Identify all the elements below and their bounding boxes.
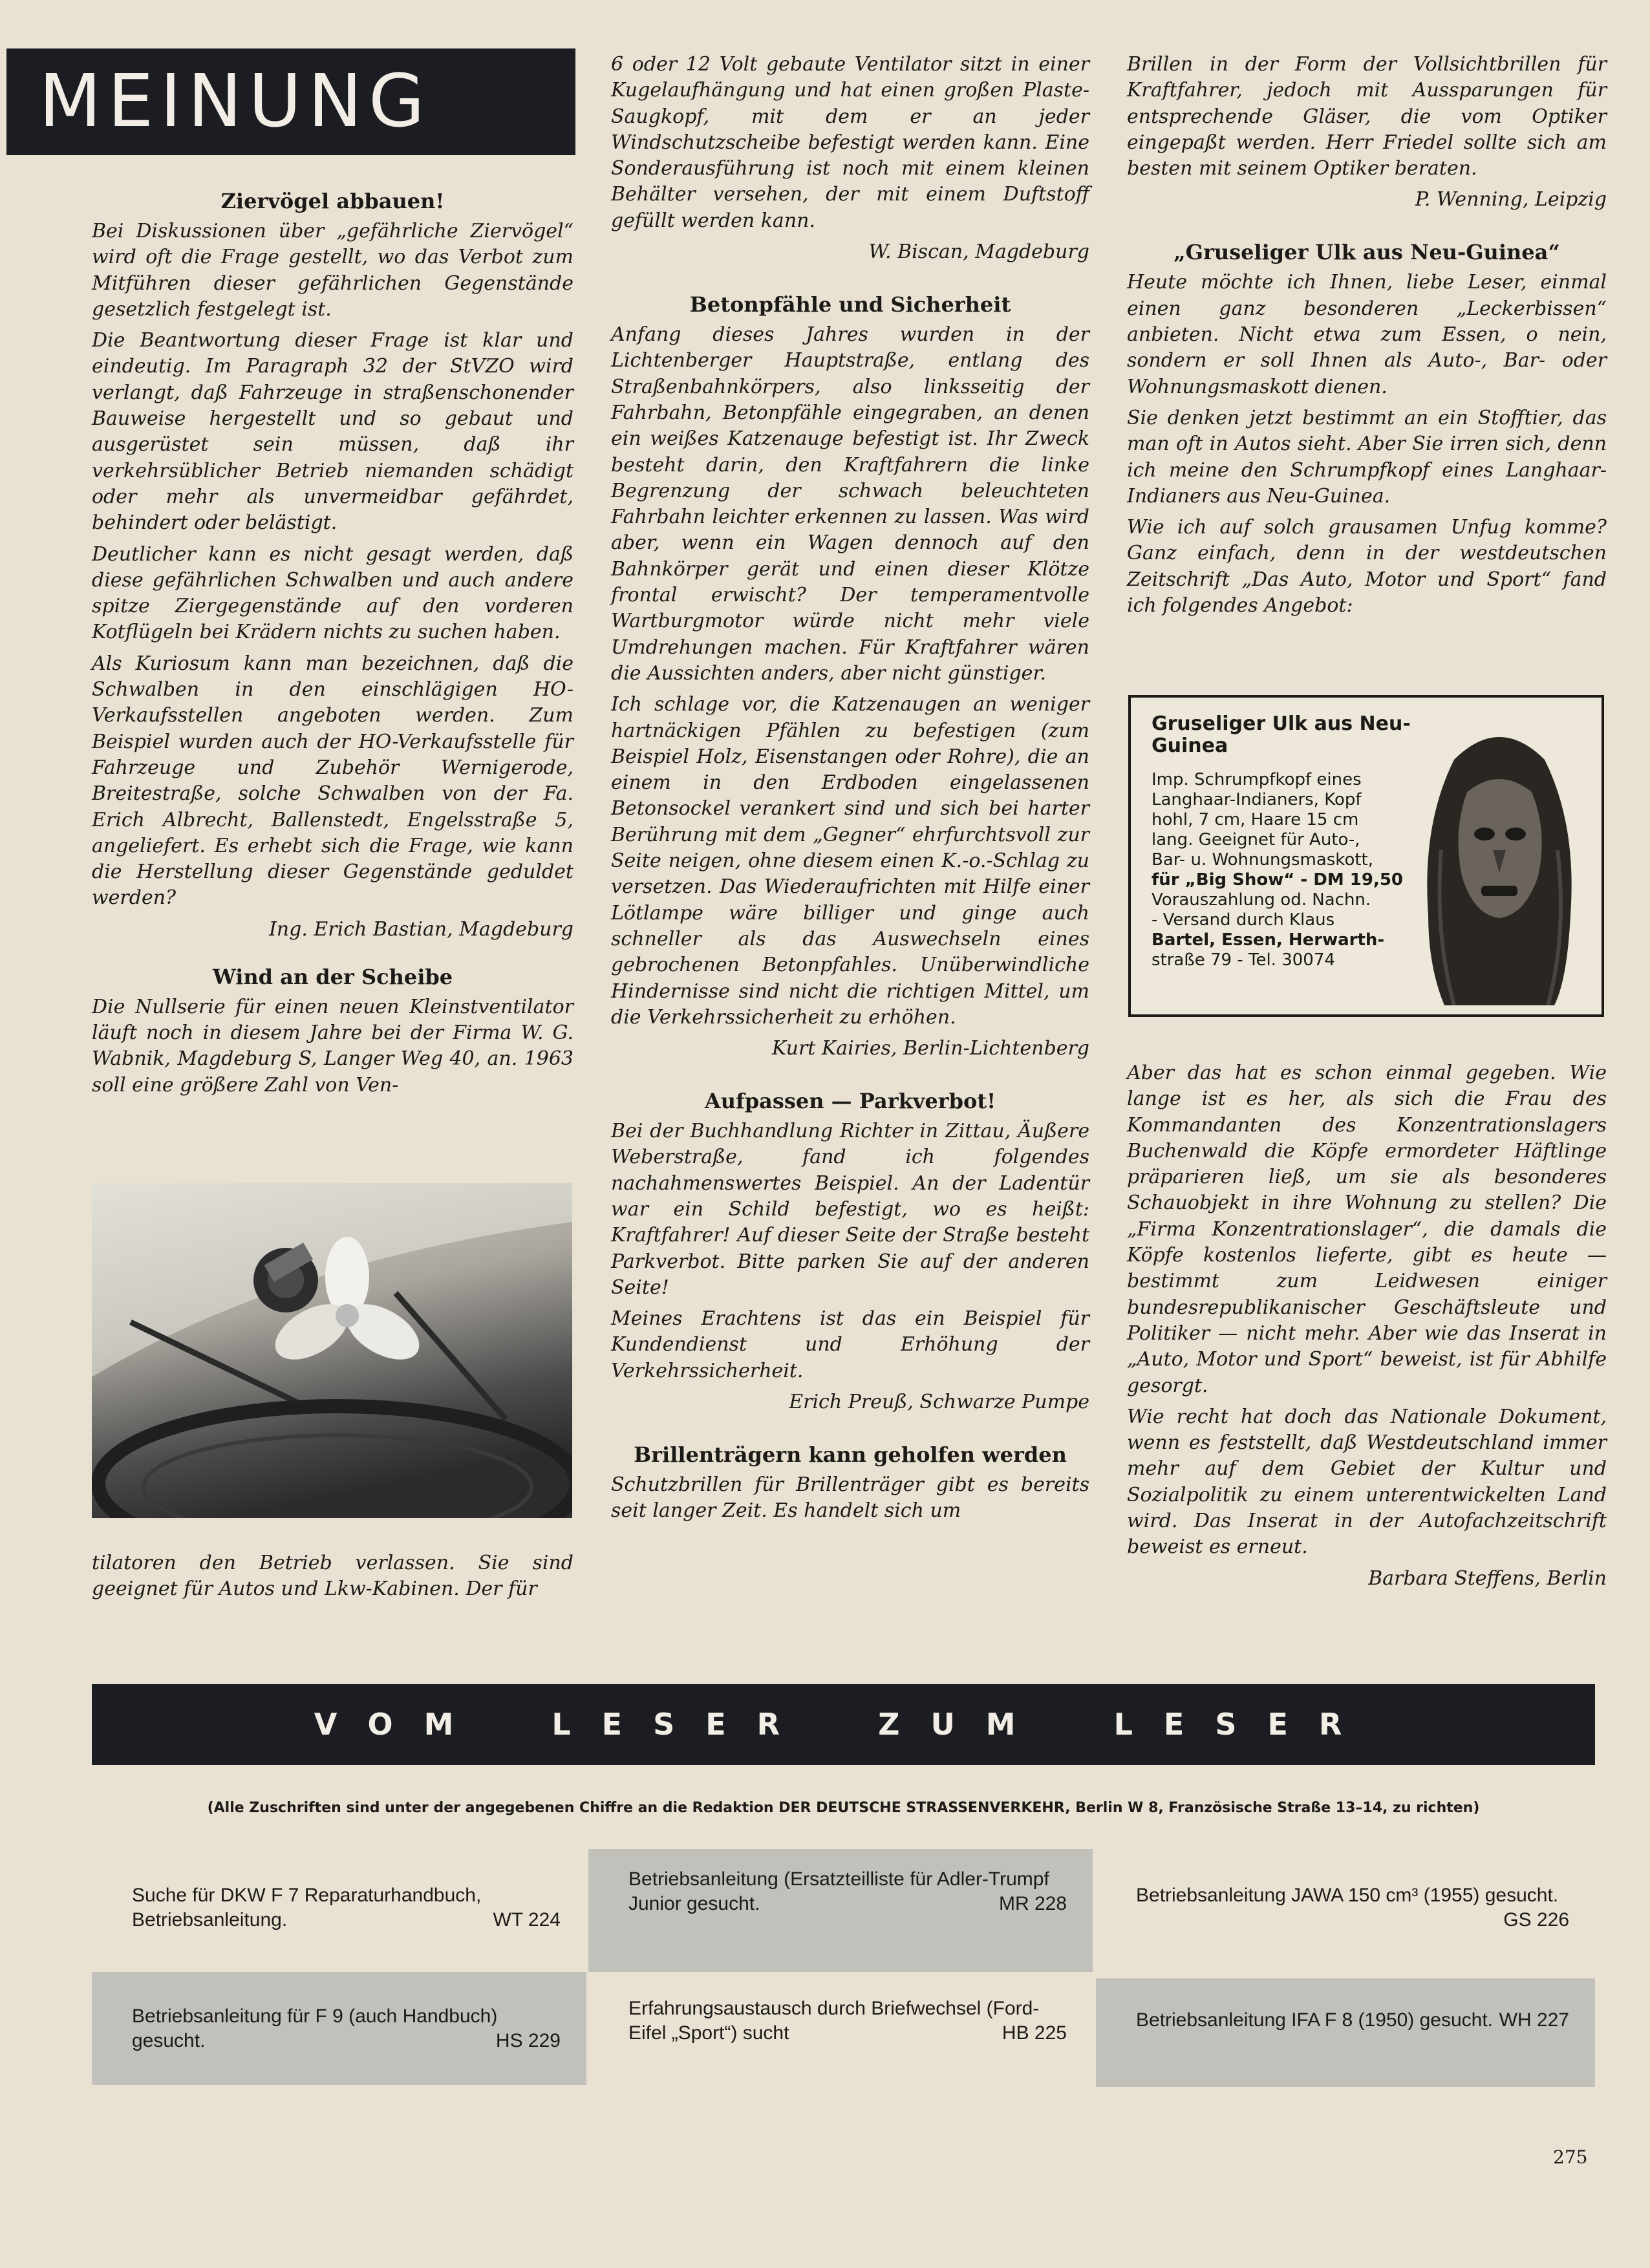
ad-title: Gruseliger Ulk aus Neu-Guinea (1152, 712, 1411, 757)
ad-line: Vorauszahlung od. Nachn. (1152, 890, 1371, 910)
column-3-bottom (1127, 1060, 1607, 1618)
paragraph: Wie ich auf solch grausamen Unfug komme? Ganz einfach, denn in der westdeutschen Zeitschrift „Das Auto, Motor und Sport“ fand ich folgendes Angebot: (1127, 516, 1607, 617)
headline-betonpfaehle: Betonpfähle und Sicherheit (689, 292, 1011, 317)
classified-text: Betriebsanleitung JAWA 150 cm³ (1955) gesucht. (1136, 1885, 1559, 1906)
classified-text: Betriebsanleitung für F 9 (auch Handbuch) gesucht. (132, 2006, 498, 2051)
classified-ad (1096, 1978, 1595, 2087)
column-1 (92, 187, 573, 1104)
classified-text: Betriebsanleitung IFA F 8 (1950) gesucht. (1136, 2009, 1493, 2031)
paragraph: Ich schlage vor, die Katzenaugen an weniger hartnäckigen Pfählen zu befestigen (zum Beispiel Holz, Eisenstangen oder Rohre), die an einem in den Erdboden eingelassenen Betonsockel verankert sind und sich bei harter Berührung mit dem „Gegner“ ehrfurchtsvoll zur Seite neigen, ohne diesem einen K.-o.-Schlag zu versetzen. Das Wiederaufrichten mit Hilfe einer Lötlampe wäre billiger und ginge auch schneller als das Auswechseln eines gebrochenen Betonpfahles. Unüberwindliche Hindernisse sind nicht die richtigen Mittel, um die Verkehrssicherheit zu erhöhen. (611, 693, 1089, 1029)
classified-code: GS 226 (1503, 1909, 1569, 1931)
paragraph: 6 oder 12 Volt gebaute Ventilator sitzt in einer Kugelaufhängung und hat einen großen Plaste-Saugkopf, mit dem er an jeder Windschutzscheibe befestigt werden kann. Eine Sonderausführung ist noch mit einem kleinen Behälter versehen, der mit einem Duftstoff gefüllt werden kann. (611, 53, 1089, 232)
paragraph: Aber das hat es schon einmal gegeben. Wie lange ist es her, als sich die Frau des Kommandanten des Konzentrationslagers Buchenwald die Köpfe ermordeter Häftlinge präparieren ließ, um sie als besonderes Schauobjekt in ihre Wohnung zu stellen? Die „Firma Konzentrationslager“, die damals die Köpfe kostenlos lieferte, gibt es heute — bestimmt zum Leidwesen einiger bundesrepublikanischer Geschäftsleute und Politiker — nicht mehr. Aber wie das Inserat in „Auto, Motor und Sport“ beweist, ist für Abhilfe gesorgt. (1127, 1062, 1607, 1397)
paragraph: Die Nullserie für einen neuen Kleinstventilator läuft noch in diesem Jahre bei der Firma W. G. Wabnik, Magdeburg S, Langer Weg 40, an. 1963 soll eine größere Zahl von Ven- (92, 995, 573, 1097)
classified-code: WT 224 (493, 1909, 561, 1931)
ad-line: Langhaar-Indianers, Kopf (1152, 790, 1362, 809)
classified-code: HS 229 (495, 2030, 561, 2051)
ad-line: hohl, 7 cm, Haare 15 cm (1152, 810, 1359, 829)
classified-ad (588, 1978, 1093, 2101)
ad-line: Bartel, Essen, Herwarth- (1152, 930, 1385, 950)
signature: P. Wenning, Leipzig (1415, 188, 1607, 211)
column-1-bottom (92, 1550, 573, 1608)
headline-ziervoegel: Ziervögel abbauen! (220, 189, 445, 213)
page-number: 275 (1553, 2146, 1588, 2168)
column-3 (1127, 52, 1607, 624)
ventilator-illustration (92, 1183, 572, 1518)
classified-ad (588, 1849, 1093, 1972)
ad-line: für „Big Show“ - DM 19,50 (1152, 870, 1404, 890)
classifieds-banner (92, 1684, 1595, 1765)
classifieds-title: VOM LESER ZUM LESER (314, 1707, 1373, 1742)
column-2 (611, 52, 1089, 1530)
section-banner (6, 48, 575, 155)
ad-line: - Versand durch Klaus (1152, 910, 1335, 930)
headline-parkverbot: Aufpassen — Parkverbot! (704, 1089, 996, 1114)
classifieds-note: (Alle Zuschriften sind unter der angegebenen Chiffre an die Redaktion DER DEUTSCHE STRASSENVERKEHR, Berlin W 8, Französische Straße 13–14, zu richten) (207, 1800, 1480, 1816)
classified-ad (92, 1865, 586, 1969)
headline-ulk: „Gruseliger Ulk aus Neu-Guinea“ (1173, 240, 1560, 265)
signature: Kurt Kairies, Berlin-Lichtenberg (771, 1037, 1089, 1060)
classified-ad (92, 1972, 586, 2085)
paragraph: Schutzbrillen für Brillenträger gibt es bereits seit langer Zeit. Es handelt sich um (611, 1473, 1089, 1523)
paragraph: Als Kuriosum kann man bezeichnen, daß die Schwalben in den einschlägigen HO-Verkaufsstellen angeboten werden. Zum Beispiel wurden auch der HO-Verkaufsstelle für Fahrzeuge und Zubehör Wernigerode, Breitestraße, solche Schwalben von der Fa. Erich Albrecht, Ballenstedt, Engelsstraße 5, angeliefert. Es erhebt sich die Frage, wie kann die Herstellung dieser Gegenstände geduldet werden? (92, 652, 573, 910)
ad-line: straße 79 - Tel. 30074 (1152, 950, 1335, 970)
paragraph: Meines Erachtens ist das ein Beispiel für Kundendienst und Erhöhung der Verkehrssicherheit. (611, 1307, 1089, 1382)
ad-line: lang. Geeignet für Auto-, (1152, 830, 1360, 850)
signature: W. Biscan, Magdeburg (868, 241, 1089, 264)
signature: Erich Preuß, Schwarze Pumpe (789, 1391, 1089, 1414)
classified-code: HB 225 (1002, 2022, 1067, 2044)
signature: Barbara Steffens, Berlin (1368, 1567, 1607, 1590)
paragraph: Bei Diskussionen über „gefährliche Ziervögel“ wird oft die Frage gestellt, wo das Verbot zum Mitführen dieser gefährlichen Gegenstände gesetzlich festgelegt ist. (92, 220, 573, 321)
ad-line: Bar- u. Wohnungsmaskott, (1152, 850, 1374, 870)
ventilator-photo (92, 1183, 572, 1518)
classified-text: Suche für DKW F 7 Reparaturhandbuch, Betriebsanleitung. (132, 1885, 482, 1931)
ad-body (1152, 770, 1404, 970)
classified-text: Betriebsanleitung (Ersatzteilliste für Adler-Trumpf Junior gesucht. (628, 1868, 1049, 1914)
paragraph: tilatoren den Betrieb verlassen. Sie sind geeignet für Autos und Lkw-Kabinen. Der für (92, 1552, 573, 1601)
headline-wind: Wind an der Scheibe (212, 964, 453, 989)
paragraph: Deutlicher kann es nicht gesagt werden, daß diese gefährlichen Schwalben und auch andere spitze Ziergegenstände auf den vorderen Kotflügeln bei Krädern nichts zu suchen haben. (92, 542, 573, 644)
shrunken-head-ad (1128, 695, 1604, 1017)
section-title: MEINUNG (39, 59, 431, 144)
paragraph: Brillen in der Form der Vollsichtbrillen für Kraftfahrer, jedoch mit Aussparungen für entsprechende Gläser, die vom Optiker eingepaßt werden. Herr Friedel sollte sich am besten mit seinem Optiker beraten. (1127, 53, 1607, 180)
paragraph: Die Beantwortung dieser Frage ist klar und eindeutig. Im Paragraph 32 der StVZO wird verlangt, daß Fahrzeuge in straßenschonender Bauweise hergestellt und so gebaut und ausgerüstet sein müssen, daß ihr verkehrsüblicher Betrieb niemanden schädigt oder mehr als unvermeidbar gefährdet, behindert oder belästigt. (92, 329, 573, 535)
classified-code: WH 227 (1499, 2009, 1569, 2031)
paragraph: Sie denken jetzt bestimmt an ein Stofftier, das man oft in Autos sieht. Aber Sie irren sich, denn ich meine den Schrumpfkopf eines Langhaar-Indianers aus Neu-Guinea. (1127, 406, 1607, 508)
classified-code: MR 228 (998, 1893, 1067, 1914)
classified-text: Erfahrungsaustausch durch Briefwechsel (Ford-Eifel „Sport“) sucht (628, 1998, 1040, 2044)
ad-line: Imp. Schrumpfkopf eines (1152, 770, 1362, 789)
paragraph: Anfang dieses Jahres wurden in der Lichtenberger Hauptstraße, entlang des Straßenbahnkörpers, also linksseitig der Fahrbahn, Betonpfähle eingegraben, an denen ein weißes Katzenauge befestigt ist. Ihr Zweck besteht darin, den Kraftfahrern die linke Begrenzung der schwach beleuchteten Fahrbahn leichter erkennen zu lassen. Was wird aber, wenn ein Wagen dennoch auf den Bahnkörper gerät und einen dieser Klötze frontal erwischt? Der temperamentvolle Wartburgmotor würde nicht mehr viele Umdrehungen machen. Für Kraftfahrer wären die Aussichten anders, aber nicht günstiger. (611, 323, 1089, 685)
classified-ad (1096, 1865, 1595, 1969)
headline-brillen: Brillenträgern kann geholfen werden (634, 1442, 1067, 1468)
paragraph: Heute möchte ich Ihnen, liebe Leser, einmal einen ganz besonderen „Leckerbissen“ anbieten. Nicht etwa zum Essen, o nein, sondern er soll Ihnen als Auto-, Bar- oder Wohnungsmaskott dienen. (1127, 271, 1607, 398)
paragraph: Wie recht hat doch das Nationale Dokument, wenn es feststellt, daß Westdeutschland immer mehr auf dem Gebiet der Kultur und Sozialpolitik zu einem unterentwickelten Land wird. Das Inserat in der Autofachzeitschrift beweist es erneut. (1127, 1405, 1607, 1559)
signature: Ing. Erich Bastian, Magdeburg (268, 917, 573, 941)
shrunken-head-illustration (1415, 721, 1583, 1005)
paragraph: Bei der Buchhandlung Richter in Zittau, Äußere Weberstraße, fand ich folgendes nachahmenswertes Beispiel. An der Ladentür war ein Schild befestigt, wo es heißt: Kraftfahrer! Auf dieser Seite der Straße besteht Parkverbot. Bitte parken Sie auf der anderen Seite! (611, 1120, 1089, 1299)
